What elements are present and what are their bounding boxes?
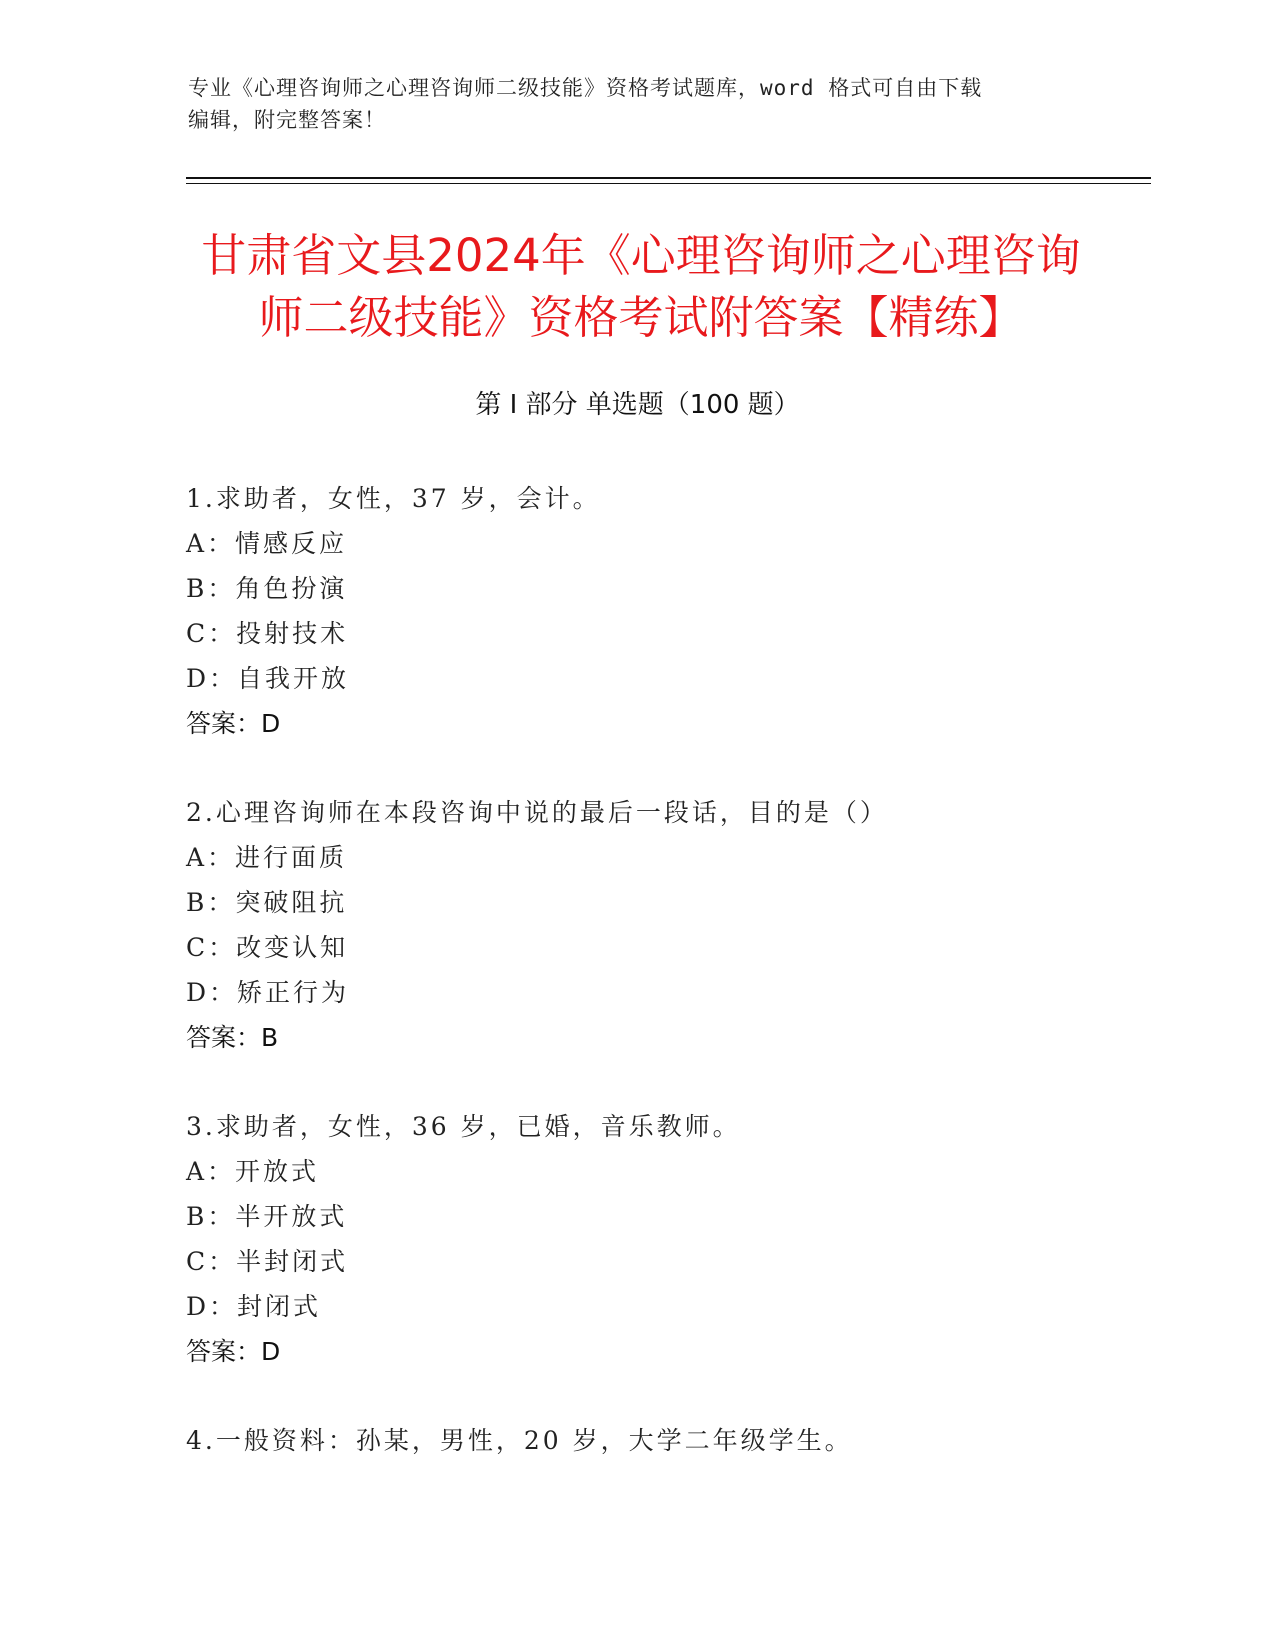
option-d: D：矫正行为 [186, 978, 350, 1007]
answer: 答案：D [186, 1337, 281, 1366]
option-c: C：投射技术 [186, 619, 349, 648]
option-c: C：改变认知 [186, 933, 349, 962]
header-rule-thick [186, 177, 1151, 179]
answer: 答案：B [186, 1023, 279, 1052]
question-stem: 2.心理咨询师在本段咨询中说的最后一段话，目的是（） [186, 798, 888, 827]
option-a: A：开放式 [186, 1157, 320, 1186]
header-note [188, 72, 1088, 136]
question-list [186, 476, 1146, 1507]
answer: 答案：D [186, 709, 281, 738]
question-2 [186, 790, 1146, 1060]
question-stem: 3.求助者，女性，36 岁，已婚，音乐教师。 [186, 1112, 741, 1141]
header-note-line-1: 专业《心理咨询师之心理咨询师二级技能》资格考试题库，word 格式可自由下载 [188, 76, 983, 100]
option-d: D：封闭式 [186, 1292, 322, 1321]
option-b: B：半开放式 [186, 1202, 348, 1231]
header-note-line-2: 编辑，附完整答案！ [188, 108, 386, 132]
option-d: D：自我开放 [186, 664, 350, 693]
question-3 [186, 1104, 1146, 1374]
option-c: C：半封闭式 [186, 1247, 349, 1276]
option-b: B：突破阻抗 [186, 888, 348, 917]
section-heading: 第 I 部分 单选题（100 题） [475, 390, 800, 420]
document-title: 甘肃省文县2024年《心理咨询师之心理咨询师二级技能》资格考试附答案【精练】 [201, 229, 1081, 344]
option-b: B：角色扮演 [186, 574, 348, 603]
option-a: A：进行面质 [186, 843, 348, 872]
question-1 [186, 476, 1146, 746]
header-rule-thin [186, 183, 1151, 184]
question-stem: 1.求助者，女性，37 岁，会计。 [186, 484, 601, 513]
question-4 [186, 1418, 1146, 1463]
option-a: A：情感反应 [186, 529, 348, 558]
question-stem: 4.一般资料：孙某，男性，20 岁，大学二年级学生。 [186, 1426, 853, 1455]
